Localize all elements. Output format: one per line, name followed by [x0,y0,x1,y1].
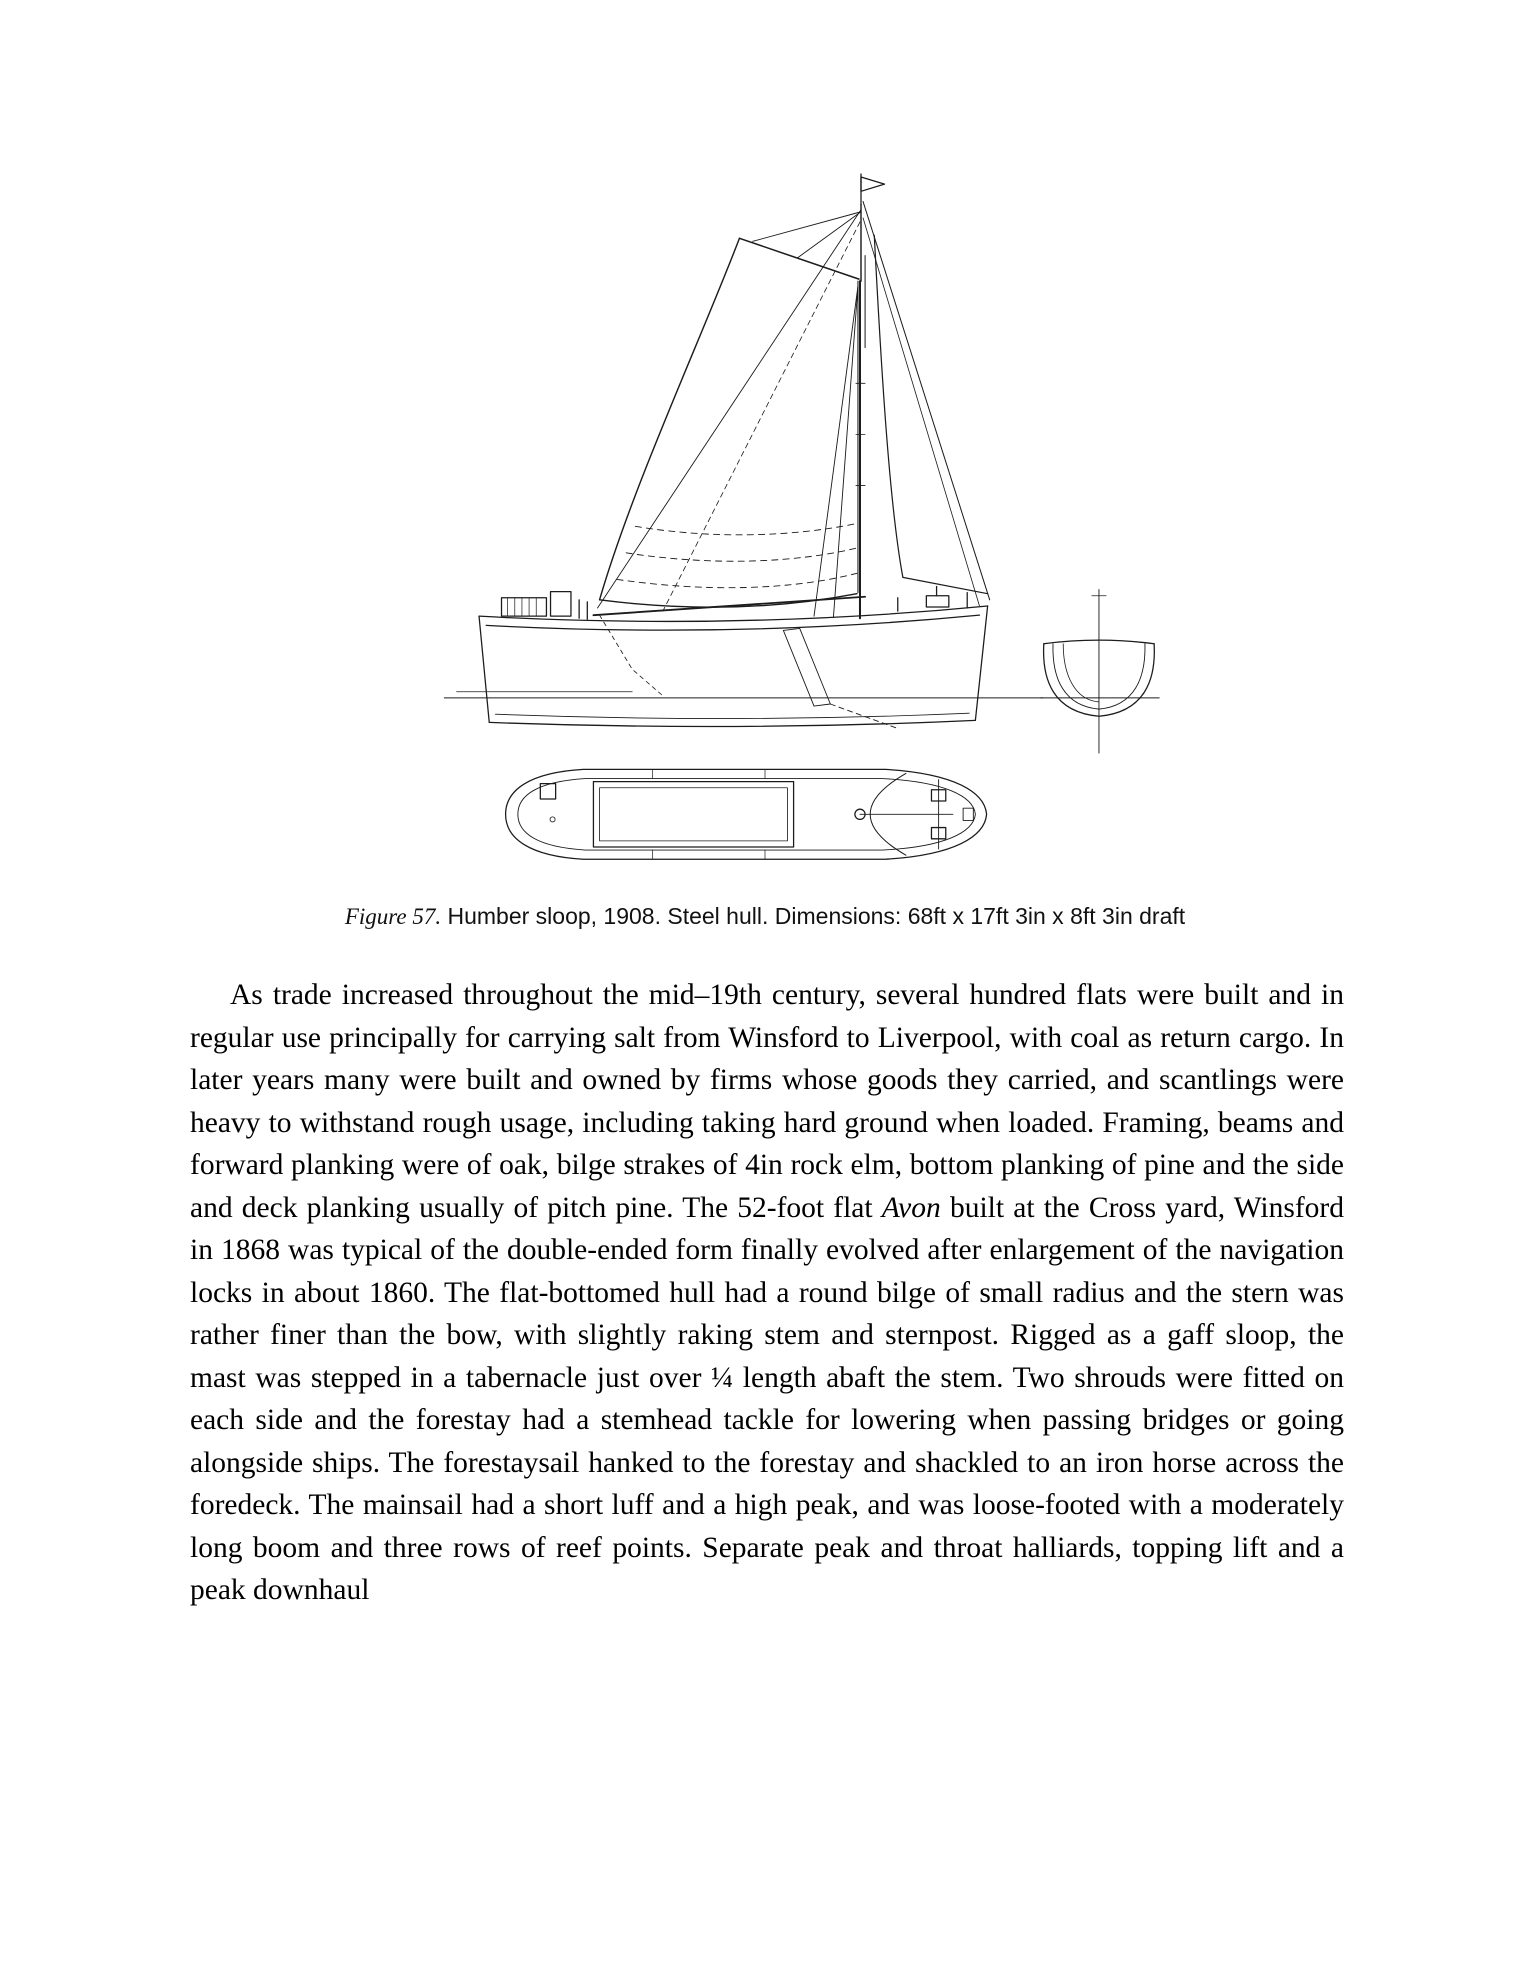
figure-caption-text: Humber sloop, 1908. Steel hull. Dimensions: 68ft x 17ft 3in x 8ft 3in draft [441,903,1186,929]
figure-caption-label: Figure 57. [344,904,442,929]
paragraph-part1: As trade increased throughout the mid–19th century, several hundred flats were built and in regular use principally for carrying salt from Winsford to Liverpool, with coal as return cargo. In later years many were built and owned by firms whose goods they carried, and scantlings were heavy to withstand rough usage, including taking hard ground when loaded. Framing, beams and forward planking were of oak, bilge strakes of 4in rock elm, bottom planking of pine and the side and deck planking usually of pitch pine. The 52-foot flat [190,979,1344,1224]
side-elevation-drawing [444,174,1042,729]
sloop-drawing-svg [325,128,1205,896]
figure-block [0,0,1530,930]
body-paragraph [190,974,1344,1612]
paragraph-part2: built at the Cross yard, Winsford in 1868 was typical of the double-ended form finally evolved after enlargement of the navigation locks in about 1860. The flat-bottomed hull had a round bilge of small radius and the stern was rather finer than the bow, with slightly raking stem and sternpost. Rigged as a gaff sloop, the mast was stepped in a tabernacle just over ¼ length abaft the stem. Two shrouds were fitted on each side and the forestay had a stemhead tackle for lowering when passing bridges or going alongside ships. The forestaysail hanked to the forestay and shackled to an iron horse across the foredeck. The mainsail had a short luff and a high peak, and was loose-footed with a moderately long boom and three rows of reef points. Separate peak and throat halliards, topping lift and a peak downhaul [190,1191,1344,1606]
deck-plan-drawing [506,769,987,859]
body-plan-drawing [1041,590,1159,753]
sloop-drawing [325,128,1205,896]
vessel-name: Avon [881,1191,941,1224]
figure-caption [0,903,1530,930]
